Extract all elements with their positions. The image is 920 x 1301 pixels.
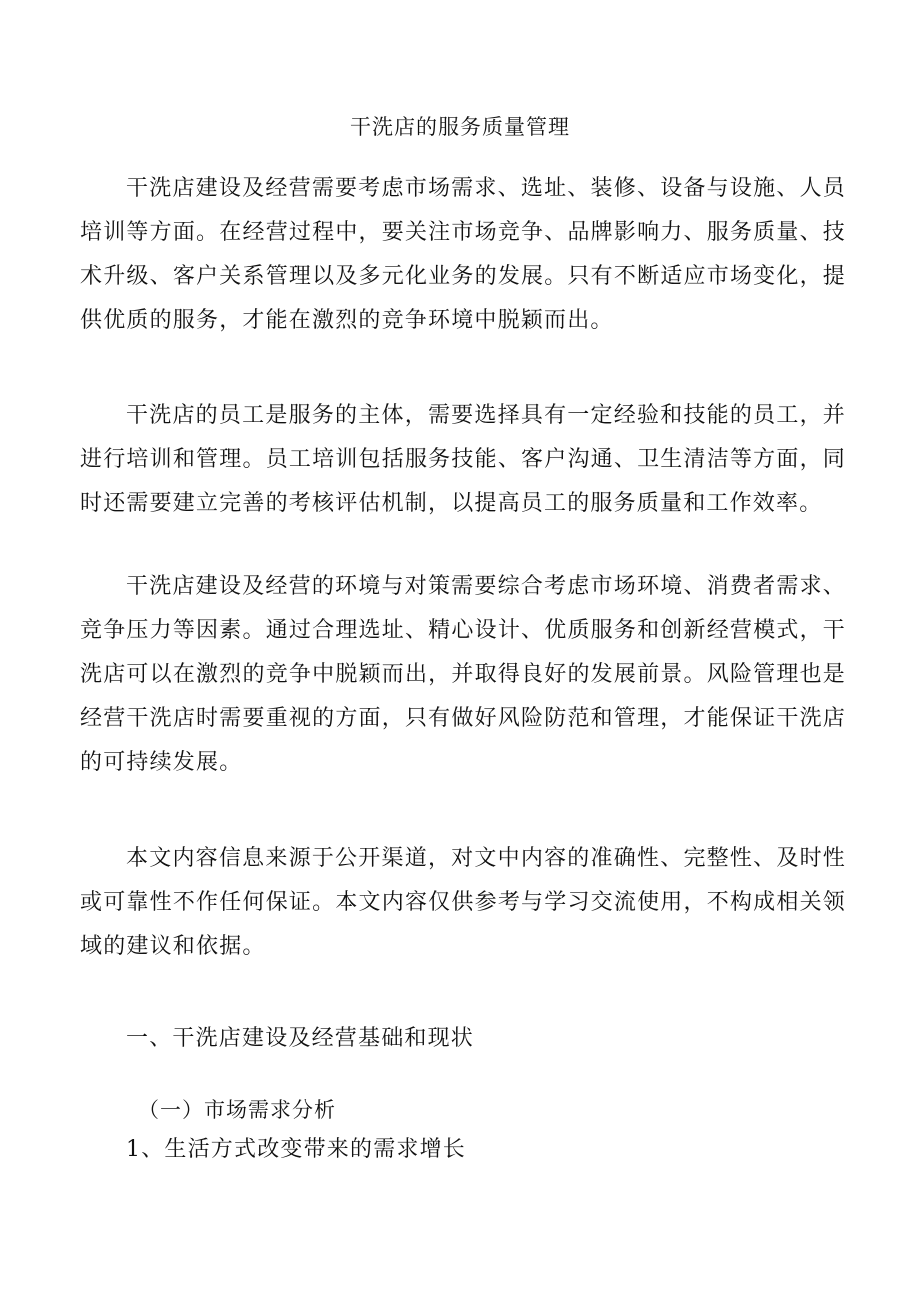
item-heading: 1、生活方式改变带来的需求增长 — [126, 1137, 466, 1162]
body-paragraph-1: 干洗店建设及经营需要考虑市场需求、选址、装修、设备与设施、人员培训等方面。在经营过程中，要关注市场竞争、品牌影响力、服务质量、技术升级、客户关系管理以及多元化业务的发展。只有不断适应市场变化，提供优质的服务，才能在激烈的竞争环境中脱颖而出。 — [80, 176, 846, 333]
document-title: 干洗店的服务质量管理 — [350, 115, 570, 139]
body-paragraph-2: 干洗店的员工是服务的主体，需要选择具有一定经验和技能的员工，并进行培训和管理。员工培训包括服务技能、客户沟通、卫生清洁等方面，同时还需要建立完善的考核评估机制，以提高员工的服务质量和工作效率。 — [80, 403, 846, 516]
section-heading: 一、干洗店建设及经营基础和现状 — [126, 1026, 475, 1051]
body-paragraph-3: 干洗店建设及经营的环境与对策需要综合考虑市场环境、消费者需求、竞争压力等因素。通过合理选址、精心设计、优质服务和创新经营模式，干洗店可以在激烈的竞争中脱颖而出，并取得良好的发展前景。风险管理也是经营干洗店时需要重视的方面，只有做好风险防范和管理，才能保证干洗店的可持续发展。 — [80, 574, 846, 775]
disclaimer-paragraph: 本文内容信息来源于公开渠道，对文中内容的准确性、完整性、及时性或可靠性不作任何保证。本文内容仅供参考与学习交流使用，不构成相关领域的建议和依据。 — [80, 846, 846, 959]
subsection-heading: （一）市场需求分析 — [138, 1098, 336, 1122]
